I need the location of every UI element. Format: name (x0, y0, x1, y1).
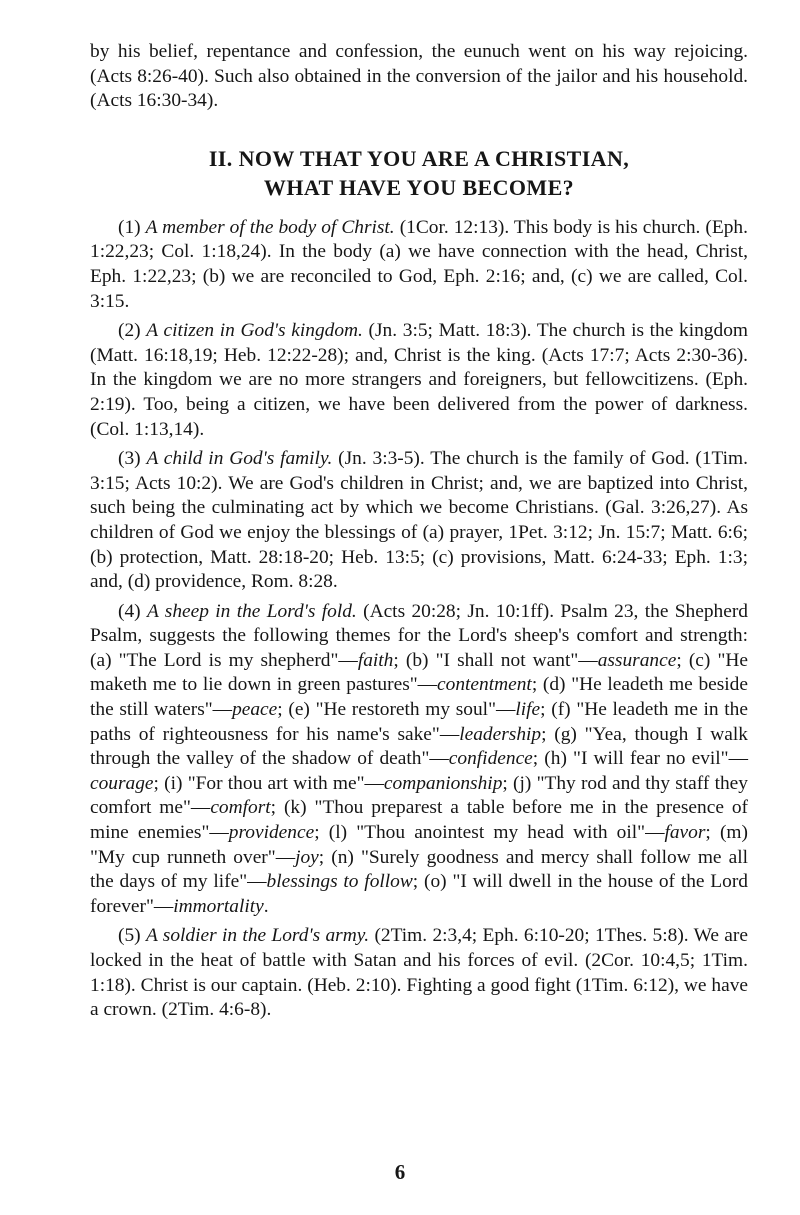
theme-quote: "I will dwell in the house of the Lord forever" (90, 871, 748, 917)
theme-quote: "He maketh me to lie down in green pastures" (90, 649, 748, 696)
theme-quote: "He leadeth me beside the still waters" (90, 674, 748, 721)
psalm-theme-item: (j) "Thy rod and thy staff they comfort me"—comfort; (90, 772, 748, 819)
psalm-theme-item: (i) "For thou art with me"—companionship; (164, 772, 508, 794)
section-sheep (90, 600, 748, 920)
section-number: (4) (118, 600, 141, 622)
section-number: (1) (118, 216, 141, 238)
psalm-theme-item: (f) "He leadeth me in the paths of righteousness for his name's sake"—leadership; (90, 699, 748, 745)
theme-word: providence (228, 822, 315, 844)
sections-list (90, 216, 748, 1023)
theme-letter: (k) (283, 797, 307, 819)
theme-letter: (a) (90, 649, 112, 671)
theme-letter: (m) (719, 822, 748, 844)
theme-letter: (o) (424, 871, 447, 893)
section-member (90, 216, 748, 314)
page-number: 6 (394, 1160, 406, 1184)
theme-quote: "Surely goodness and mercy shall follow me all the days of my life" (90, 846, 748, 893)
section-soldier (90, 924, 748, 1022)
theme-letter: (h) (544, 748, 567, 770)
theme-quote: "I will fear no evil" (573, 748, 729, 770)
theme-word: contentment (437, 674, 532, 696)
theme-quote: "For thou art with me" (187, 772, 365, 794)
theme-quote: "He restoreth my soul" (315, 699, 496, 721)
psalm-theme-item: (k) "Thou preparest a table before me in the presence of mine enemies"—providence; (90, 797, 748, 844)
theme-quote: "Yea, though I walk through the valley of the shadow of death" (90, 723, 748, 770)
heading-line-1: II. NOW THAT YOU ARE A CHRISTIAN, (208, 145, 630, 171)
psalm-theme-item: (a) "The Lord is my shepherd"—faith; (90, 649, 399, 671)
theme-word: leadership (459, 723, 542, 745)
theme-letter: (b) (405, 649, 429, 671)
psalm-theme-item: (o) "I will dwell in the house of the Lord forever"—immortality. (90, 871, 748, 917)
theme-letter: (d) (542, 674, 566, 696)
section-body: (1Cor. 12:13). This body is his church. (Eph. 1:22,23; Col. 1:18,24). In the body (a) we have connection with the head, Christ, Eph. 1:22,23; (b) we are reconciled to God, Eph. 2:16; and, (c) we are called, Col. 3:15. (90, 216, 748, 312)
theme-word: comfort (210, 797, 271, 819)
section-heading (90, 144, 748, 202)
theme-letter: (c) (688, 649, 711, 671)
section-title: A child in God's family. (146, 448, 333, 470)
intro-paragraph: by his belief, repentance and confession, the eunuch went on his way rejoicing. (Acts 8:26-40). Such also obtained in the conversion of the jailor and his household. (Acts 16:30-34). (90, 41, 748, 112)
psalm-theme-item: (g) "Yea, though I walk through the valley of the shadow of death"—confidence; (90, 723, 748, 770)
section-number: (3) (118, 448, 141, 470)
section-title: A citizen in God's kingdom. (146, 320, 363, 342)
psalm-theme-item: (c) "He maketh me to lie down in green pastures"—contentment; (90, 649, 748, 696)
theme-quote: "The Lord is my shepherd" (118, 649, 339, 671)
theme-quote: "Thou preparest a table before me in the presence of mine enemies" (90, 797, 748, 844)
psalm-theme-item: (e) "He restoreth my soul"—life; (288, 699, 546, 721)
section-citizen (90, 319, 748, 442)
theme-word: blessings to follow (266, 871, 413, 893)
psalm-theme-item: (d) "He leadeth me beside the still waters"—peace; (90, 674, 748, 721)
psalm-theme-item: (n) "Surely goodness and mercy shall follow me all the days of my life"—blessings to follow; (90, 846, 748, 893)
theme-word: companionship (383, 772, 503, 794)
section-title: A member of the body of Christ. (145, 216, 395, 238)
theme-word: confidence (448, 748, 533, 770)
theme-word: assurance (597, 649, 677, 671)
section-title: A sheep in the Lord's fold. (146, 600, 357, 622)
theme-quote: "I shall not want" (435, 649, 579, 671)
theme-word: courage (90, 772, 154, 794)
section-body: (2Tim. 2:3,4; Eph. 6:10-20; 1Thes. 5:8). We are locked in the heat of battle with Satan and his forces of evil. (2Cor. 10:4,5; 1Tim. 1:18). Christ is our captain. (Heb. 2:10). Fighting a good fight (1Tim. 6:12), we have a crown. (2Tim. 4:6-8). (90, 925, 748, 1021)
section-number: (2) (118, 320, 141, 342)
section-title: A soldier in the Lord's army. (145, 925, 370, 947)
theme-word: favor (664, 822, 706, 844)
psalm-theme-item: (b) "I shall not want"—assurance; (405, 649, 682, 671)
theme-word: life (515, 699, 541, 721)
section-body: (Jn. 3:3-5). The church is the family of God. (1Tim. 3:15; Acts 10:2). We are God's children in Christ; and, we are baptized into Christ, such being the culminating act by which we become Christians. (Gal. 3:26,27). As children of God we enjoy the blessings of (a) prayer, 1Pet. 3:12; Jn. 15:7; Matt. 6:6; (b) protection, Matt. 28:18-20; Heb. 13:5; (c) provisions, Matt. 6:24-33; Eph. 1:3; and, (d) providence, Rom. 8:28. (90, 448, 748, 593)
theme-quote: "Thy rod and thy staff they comfort me" (90, 772, 748, 819)
theme-letter: (e) (288, 699, 310, 721)
theme-quote: "He leadeth me in the paths of righteousness for his name's sake" (90, 699, 748, 745)
theme-letter: (f) (551, 699, 571, 721)
theme-letter: (g) (554, 723, 577, 745)
theme-quote: "Thou anointest my head with oil" (356, 822, 646, 844)
theme-letter: (i) (164, 772, 183, 794)
theme-letter: (j) (513, 772, 532, 794)
theme-word: faith (357, 649, 394, 671)
theme-letter: (l) (328, 822, 348, 844)
section-child (90, 447, 748, 595)
theme-letter: (n) (331, 846, 354, 868)
section-body: (Jn. 3:5; Matt. 18:3). The church is the kingdom (Matt. 16:18,19; Heb. 12:22-28); and, Christ is the king. (Acts 17:7; Acts 2:30-36). In the kingdom we are no more strangers and foreigners, but fellowcitizens. (Eph. 2:19). Too, being a citizen, we have been delivered from the power of darkness. (Col. 1:13,14). (90, 320, 748, 440)
theme-word: immortality (173, 895, 264, 917)
psalm-theme-item: (m) "My cup runneth over"—joy; (90, 822, 748, 868)
psalm-theme-item: (l) "Thou anointest my head with oil"—favor; (328, 822, 711, 844)
heading-line-2: WHAT HAVE YOU BECOME? (263, 174, 575, 200)
psalm-theme-item: (h) "I will fear no evil"—courage; (90, 748, 748, 794)
section-intro: (Acts 20:28; Jn. 10:1ff). Psalm 23, the Shepherd Psalm, suggests the following themes for the Lord's sheep's comfort and strength: (90, 600, 748, 647)
section-number: (5) (118, 925, 141, 947)
theme-quote: "My cup runneth over" (90, 846, 276, 868)
theme-word: peace (232, 699, 278, 721)
theme-word: joy (295, 846, 319, 868)
